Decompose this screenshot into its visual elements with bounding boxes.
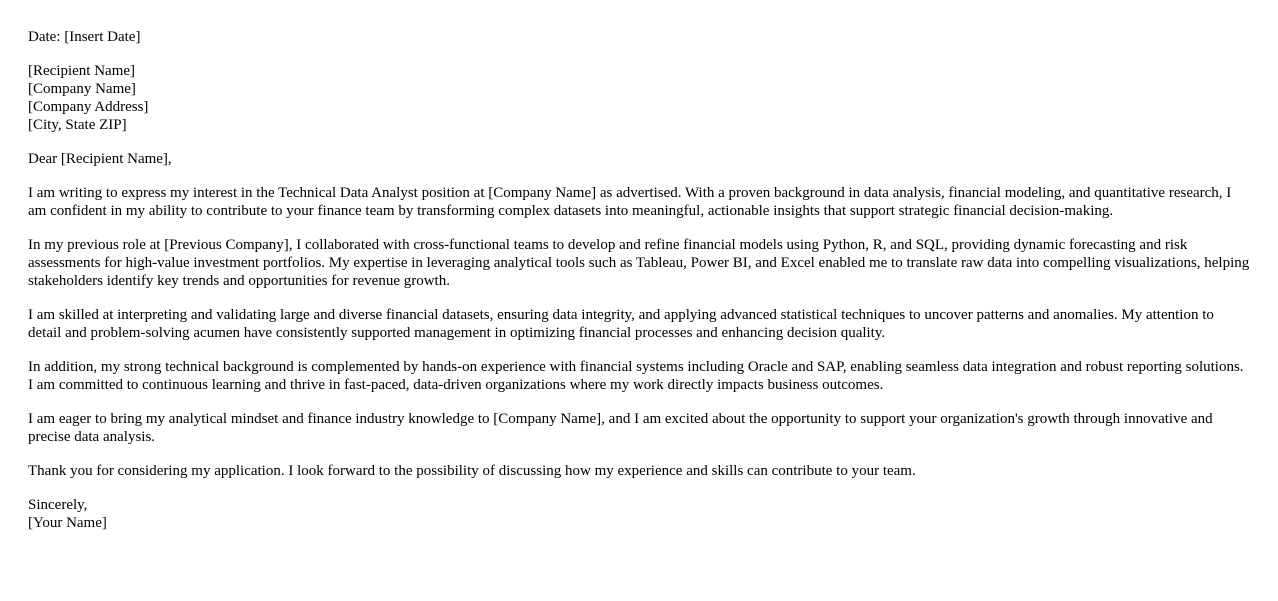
date-line: Date: [Insert Date] [28, 29, 141, 45]
date-block [28, 28, 1250, 46]
body-paragraph-eagerness: I am eager to bring my analytical mindset and finance industry knowledge to [Company Name], and I am excited about the opportunity to support your organization's growth through innovative and precise data analysis. [28, 411, 1213, 445]
body-paragraph-skills: I am skilled at interpreting and validating large and diverse financial datasets, ensuring data integrity, and applying advanced statistical techniques to uncover patterns and anomalies. My attention to detail and problem-solving acumen have consistently supported management in optimizing financial processes and enhancing decision quality. [28, 307, 1214, 341]
recipient-company: [Company Name] [28, 81, 136, 97]
signature-name: [Your Name] [28, 515, 107, 531]
recipient-name: [Recipient Name] [28, 63, 136, 79]
recipient-address-block [28, 62, 1250, 134]
cover-letter [28, 28, 1250, 548]
body-paragraph-technical-background: In addition, my strong technical background is complemented by hands-on experience with financial systems including Oracle and SAP, enabling seamless data integration and robust reporting solutions. I am committed to continuous learning and thrive in fast-paced, data-driven organizations where my work directly impacts business outcomes. [28, 359, 1244, 393]
recipient-address: [Company Address] [28, 99, 149, 115]
recipient-city-state-zip: [City, State ZIP] [28, 117, 127, 133]
body-paragraph-previous-role: In my previous role at [Previous Company], I collaborated with cross-functional teams to develop and refine financial models using Python, R, and SQL, providing dynamic forecasting and risk assessments for high-value investment portfolios. My expertise in leveraging analytical tools such as Tableau, Power BI, and Excel enabled me to translate raw data into compelling visualizations, helping stakeholders identify key trends and opportunities for revenue growth. [28, 237, 1250, 289]
closing: Sincerely, [28, 497, 88, 513]
signature-block [28, 496, 1250, 532]
salutation-block [28, 150, 1250, 168]
salutation: Dear [Recipient Name], [28, 151, 172, 167]
body-paragraph-thanks: Thank you for considering my application. I look forward to the possibility of discussing how my experience and skills can contribute to your team. [28, 463, 916, 479]
body-paragraph-intro: I am writing to express my interest in the Technical Data Analyst position at [Company Name] as advertised. With a proven background in data analysis, financial modeling, and quantitative research, I am confident in my ability to contribute to your finance team by transforming complex datasets into meaningful, actionable insights that support strategic financial decision-making. [28, 185, 1232, 219]
